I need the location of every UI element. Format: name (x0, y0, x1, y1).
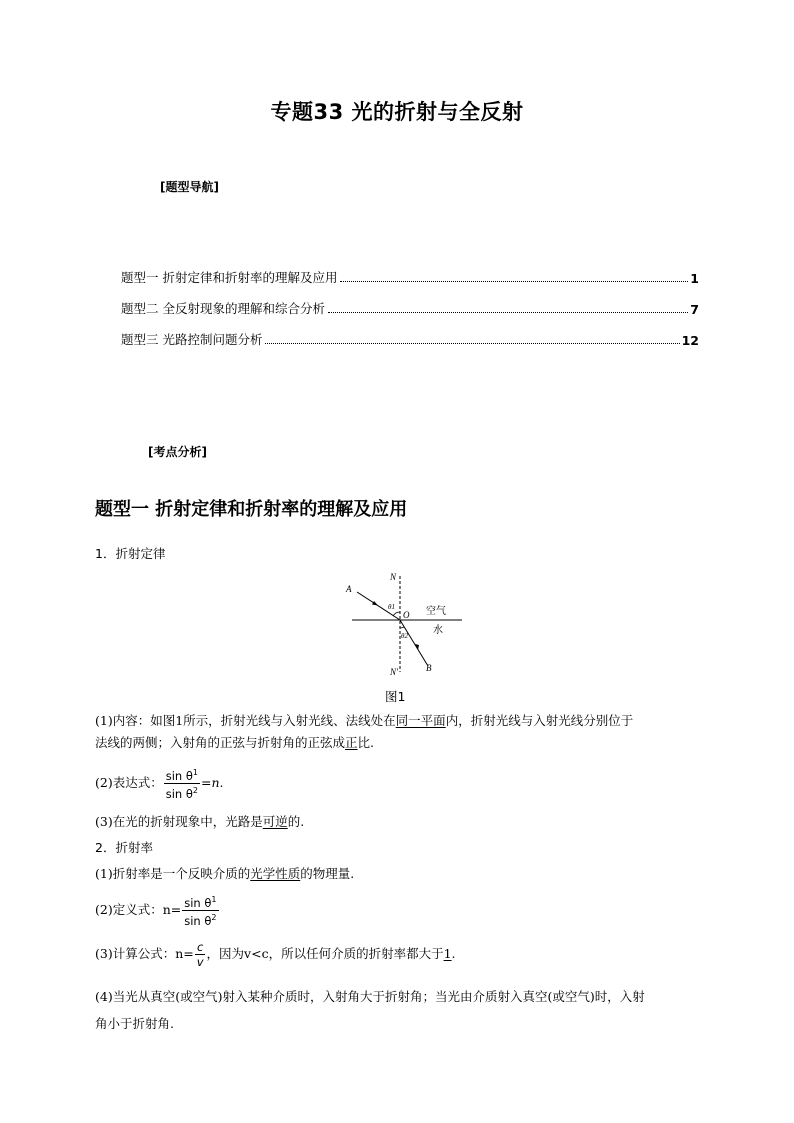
label-theta1: θ1 (388, 603, 395, 611)
paragraph-definition (95, 893, 220, 928)
label-b: B (426, 663, 432, 673)
paragraph-formula (95, 940, 456, 969)
label-air: 空气 (426, 606, 446, 617)
refraction-diagram (340, 568, 470, 678)
label-theta2: θ2 (401, 632, 408, 640)
section-title: 题型一 折射定律和折射率的理解及应用 (95, 499, 408, 520)
label-a: A (346, 584, 352, 594)
text-run: (2)定义式：n= (95, 901, 182, 917)
toc-label: 题型三 光路控制问题分析 (121, 332, 263, 347)
refracted-arrow-icon (415, 644, 419, 650)
underlined-term: 1 (443, 946, 452, 961)
toc-entry-1[interactable] (121, 268, 699, 286)
toc-page: 1 (690, 271, 699, 286)
fraction: $\frac{\sin \theta^1}{\sin \theta^2}$ (184, 895, 217, 928)
page-title: 专题33 光的折射与全反射 (270, 100, 524, 124)
text-run: 内，折射光线与入射光线分别位于 (445, 713, 634, 728)
toc-leader (340, 280, 688, 282)
text-run: =n. (200, 774, 224, 790)
toc-leader (265, 342, 679, 344)
paragraph-angles (95, 983, 710, 1037)
paragraph-reversible (95, 811, 304, 833)
paragraph-property (95, 863, 354, 885)
analysis-heading: [考点分析] (148, 445, 207, 459)
text-line: (4)当光从真空(或空气)射入某种介质时，入射角大于折射角；当光由介质射入真空(或空气)时，入射 (95, 989, 645, 1004)
toc-label: 题型二 全反射现象的理解和综合分析 (121, 301, 325, 316)
paragraph-content (95, 710, 705, 754)
toc-entry-2[interactable] (121, 299, 699, 317)
label-n: N (390, 572, 397, 582)
text-line: 角小于折射角. (95, 1016, 174, 1031)
text-run: 的. (287, 814, 305, 829)
refracted-ray (400, 620, 428, 666)
subheading-refractive-index: 2．折射率 (95, 840, 153, 855)
incident-arrow-icon (372, 601, 378, 606)
toc-label: 题型一 折射定律和折射率的理解及应用 (121, 270, 338, 285)
theta1-arc (393, 612, 400, 616)
text-run: (1)内容：如图1所示，折射光线与入射光线、法线处在 (95, 713, 396, 728)
label-o: O (403, 610, 410, 620)
text-run: 比. (357, 735, 375, 750)
underlined-term: 可逆 (262, 814, 288, 829)
text-run: (3)计算公式：n= (95, 946, 194, 961)
toc-page: 7 (690, 302, 699, 317)
figure-caption: 图1 (385, 689, 406, 704)
text-run: 法线的两侧；入射角的正弦与折射角的正弦成 (95, 735, 346, 750)
text-run: 的物理量. (300, 866, 355, 881)
text-run: ，因为v<c，所以任何介质的折射率都大于 (206, 946, 444, 961)
underlined-term: 光学性质 (250, 866, 301, 881)
text-run: (1)折射率是一个反映介质的 (95, 866, 251, 881)
underlined-term: 正 (345, 735, 358, 750)
toc-entry-3[interactable] (121, 330, 699, 348)
fraction: $\frac{c}{v}$ (196, 940, 204, 969)
theta2-arc (400, 627, 404, 628)
subheading-refraction-law: 1．折射定律 (95, 546, 166, 561)
text-run: (2)表达式： (95, 774, 163, 790)
text-run: (3)在光的折射现象中，光路是 (95, 814, 263, 829)
nav-heading: [题型导航] (160, 180, 219, 194)
underlined-term: 同一平面 (395, 713, 446, 728)
text-run: . (451, 946, 456, 961)
toc-page: 12 (681, 333, 699, 348)
paragraph-expression (95, 766, 223, 801)
label-n-prime: N′ (390, 667, 398, 677)
toc-leader (328, 311, 688, 313)
fraction: $\frac{\sin \theta^1}{\sin \theta^2}$ (165, 768, 198, 801)
label-water: 水 (433, 625, 443, 636)
